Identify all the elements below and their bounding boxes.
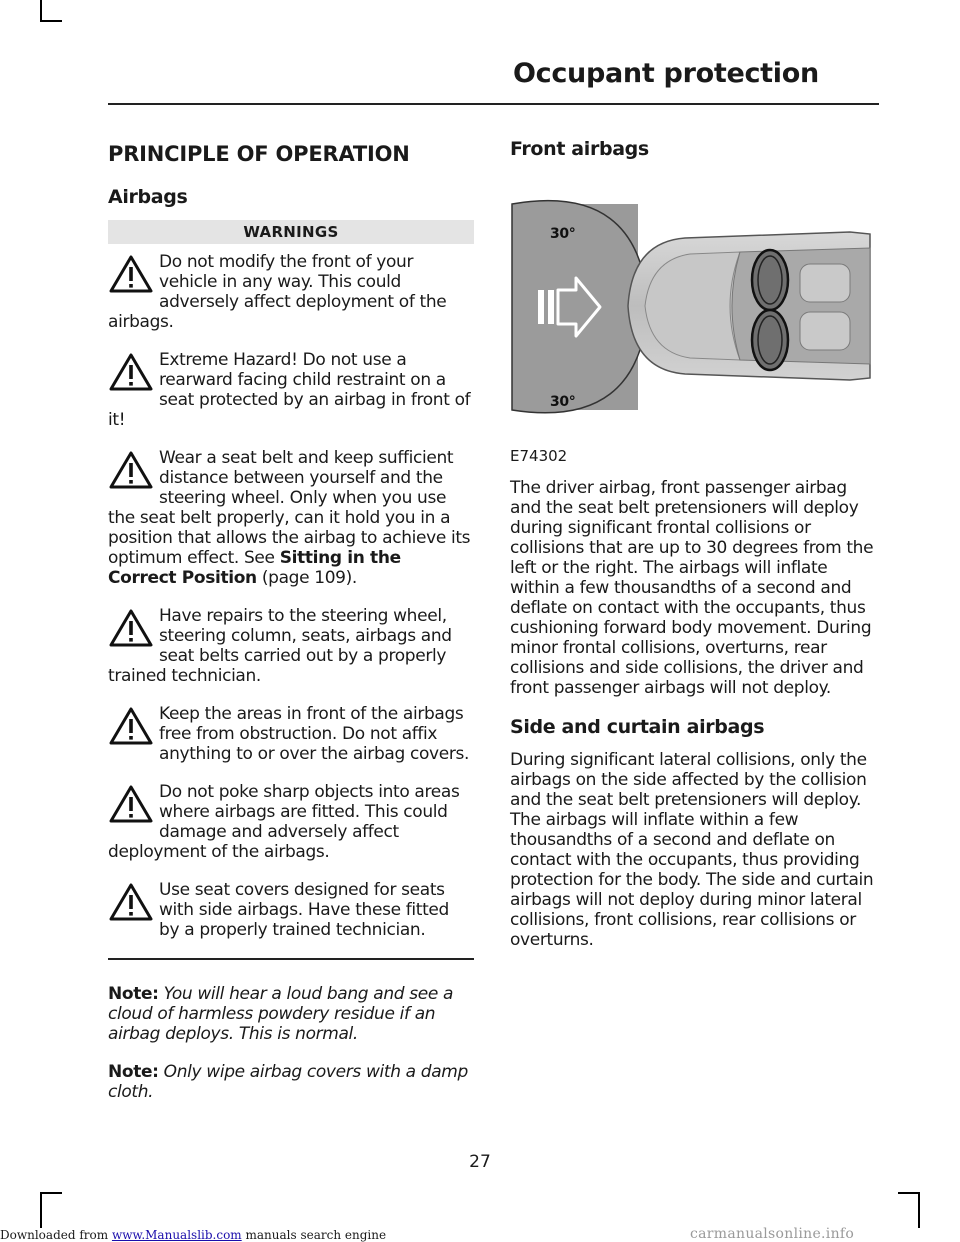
- front-airbag-figure: [510, 172, 876, 442]
- warnings-end-rule: [108, 958, 474, 960]
- warning-3-page-ref: (page 109).: [256, 568, 357, 588]
- front-airbags-text: The driver airbag, front passenger airbag and the seat belt pretensioners will deploy during significant frontal collisions or collisions that are up to 30 degrees from the left or the right. The airbags will inflate within a few thousandths of a second and deflate on contact with the occupants, thus cushioning forward body movement. During minor frontal collisions, overturns, rear collisions and side collisions, the driver and front passenger airbags will not deploy.: [510, 478, 874, 698]
- footer-suffix: manuals search engine: [241, 1228, 387, 1242]
- warning-1-text: Do not modify the front of your vehicle in any way. This could adversely affect deployment of the airbags.: [108, 252, 447, 332]
- warning-triangle-icon: [108, 254, 154, 294]
- watermark: carmanualsonline.info: [690, 1226, 855, 1242]
- warning-1: [108, 252, 474, 332]
- crop-mark-top-left-v: [40, 0, 42, 22]
- note-1: [108, 984, 474, 1044]
- angle-bottom-label: 30°: [550, 394, 576, 410]
- note-1-label: Note:: [108, 984, 159, 1004]
- download-footer: [0, 1228, 386, 1242]
- crop-mark-bottom-right-v: [918, 1192, 920, 1228]
- warning-triangle-icon: [108, 608, 154, 648]
- warning-3: [108, 448, 474, 588]
- warning-6: [108, 782, 474, 862]
- side-curtain-text: During significant lateral collisions, only the airbags on the side affected by the collision and the seat belt pretensioners will deploy. The airbags will inflate within a few thousandths of a second and deflate on contact with the occupants, thus providing protection for the body. The side and curtain airbags will not deploy during minor lateral collisions, front collisions, rear collisions or overturns.: [510, 750, 874, 950]
- footer-prefix: Downloaded from: [0, 1228, 112, 1242]
- page-number: 27: [469, 1152, 491, 1172]
- warning-4: [108, 606, 474, 686]
- angle-top-label: 30°: [550, 226, 576, 242]
- sitting-position-link[interactable]: Sitting in the Correct Position: [108, 548, 401, 588]
- warning-5: [108, 704, 474, 764]
- warning-triangle-icon: [108, 882, 154, 922]
- warning-triangle-icon: [108, 352, 154, 392]
- warning-5-text: Keep the areas in front of the airbags free from obstruction. Do not affix anything to or over the airbag covers.: [159, 704, 470, 764]
- crop-mark-bottom-right-h: [898, 1192, 920, 1194]
- crop-mark-top-left-h: [40, 20, 62, 22]
- section-title: PRINCIPLE OF OPERATION: [108, 142, 410, 166]
- warning-4-text: Have repairs to the steering wheel, steering column, seats, airbags and seat belts carried out by a properly trained technician.: [108, 606, 452, 686]
- warning-6-text: Do not poke sharp objects into areas where airbags are fitted. This could damage and adversely affect deployment of the airbags.: [108, 782, 460, 862]
- front-airbags-heading: Front airbags: [510, 138, 649, 160]
- warning-triangle-icon: [108, 450, 154, 490]
- note-1-text: You will hear a loud bang and see a cloud of harmless powdery residue if an airbag deploys. This is normal.: [108, 984, 454, 1044]
- figure-code: E74302: [510, 447, 568, 465]
- warning-2-text: Extreme Hazard! Do not use a rearward facing child restraint on a seat protected by an airbag in front of it!: [108, 350, 471, 430]
- front-airbag-illustration: [510, 172, 876, 442]
- warning-7-text: Use seat covers designed for seats with side airbags. Have these fitted by a properly trained technician.: [159, 880, 449, 940]
- warnings-header: WARNINGS: [108, 220, 474, 244]
- warning-7: [108, 880, 474, 940]
- side-curtain-heading: Side and curtain airbags: [510, 716, 765, 738]
- note-2-label: Note:: [108, 1062, 159, 1082]
- header-rule: [108, 103, 879, 105]
- note-2: [108, 1062, 474, 1102]
- right-column: [510, 138, 876, 968]
- warning-2: [108, 350, 474, 430]
- warning-triangle-icon: [108, 706, 154, 746]
- crop-mark-bottom-left-h: [40, 1192, 62, 1194]
- manualslib-link[interactable]: www.Manualslib.com: [111, 1228, 242, 1242]
- page-header-title: Occupant protection: [513, 58, 819, 89]
- warning-3-paragraph: [108, 448, 474, 588]
- warning-3-text: Wear a seat belt and keep sufficient distance between yourself and the steering wheel. Only when you use the seat belt properly, can it hold you in a position that allows the airbag to achieve its optimum effect. See: [108, 448, 471, 568]
- airbags-subheading: Airbags: [108, 186, 188, 208]
- crop-mark-bottom-left-v: [40, 1192, 42, 1228]
- left-column: [108, 138, 474, 1120]
- note-2-text: Only wipe airbag covers with a damp cloth.: [108, 1062, 468, 1102]
- warning-triangle-icon: [108, 784, 154, 824]
